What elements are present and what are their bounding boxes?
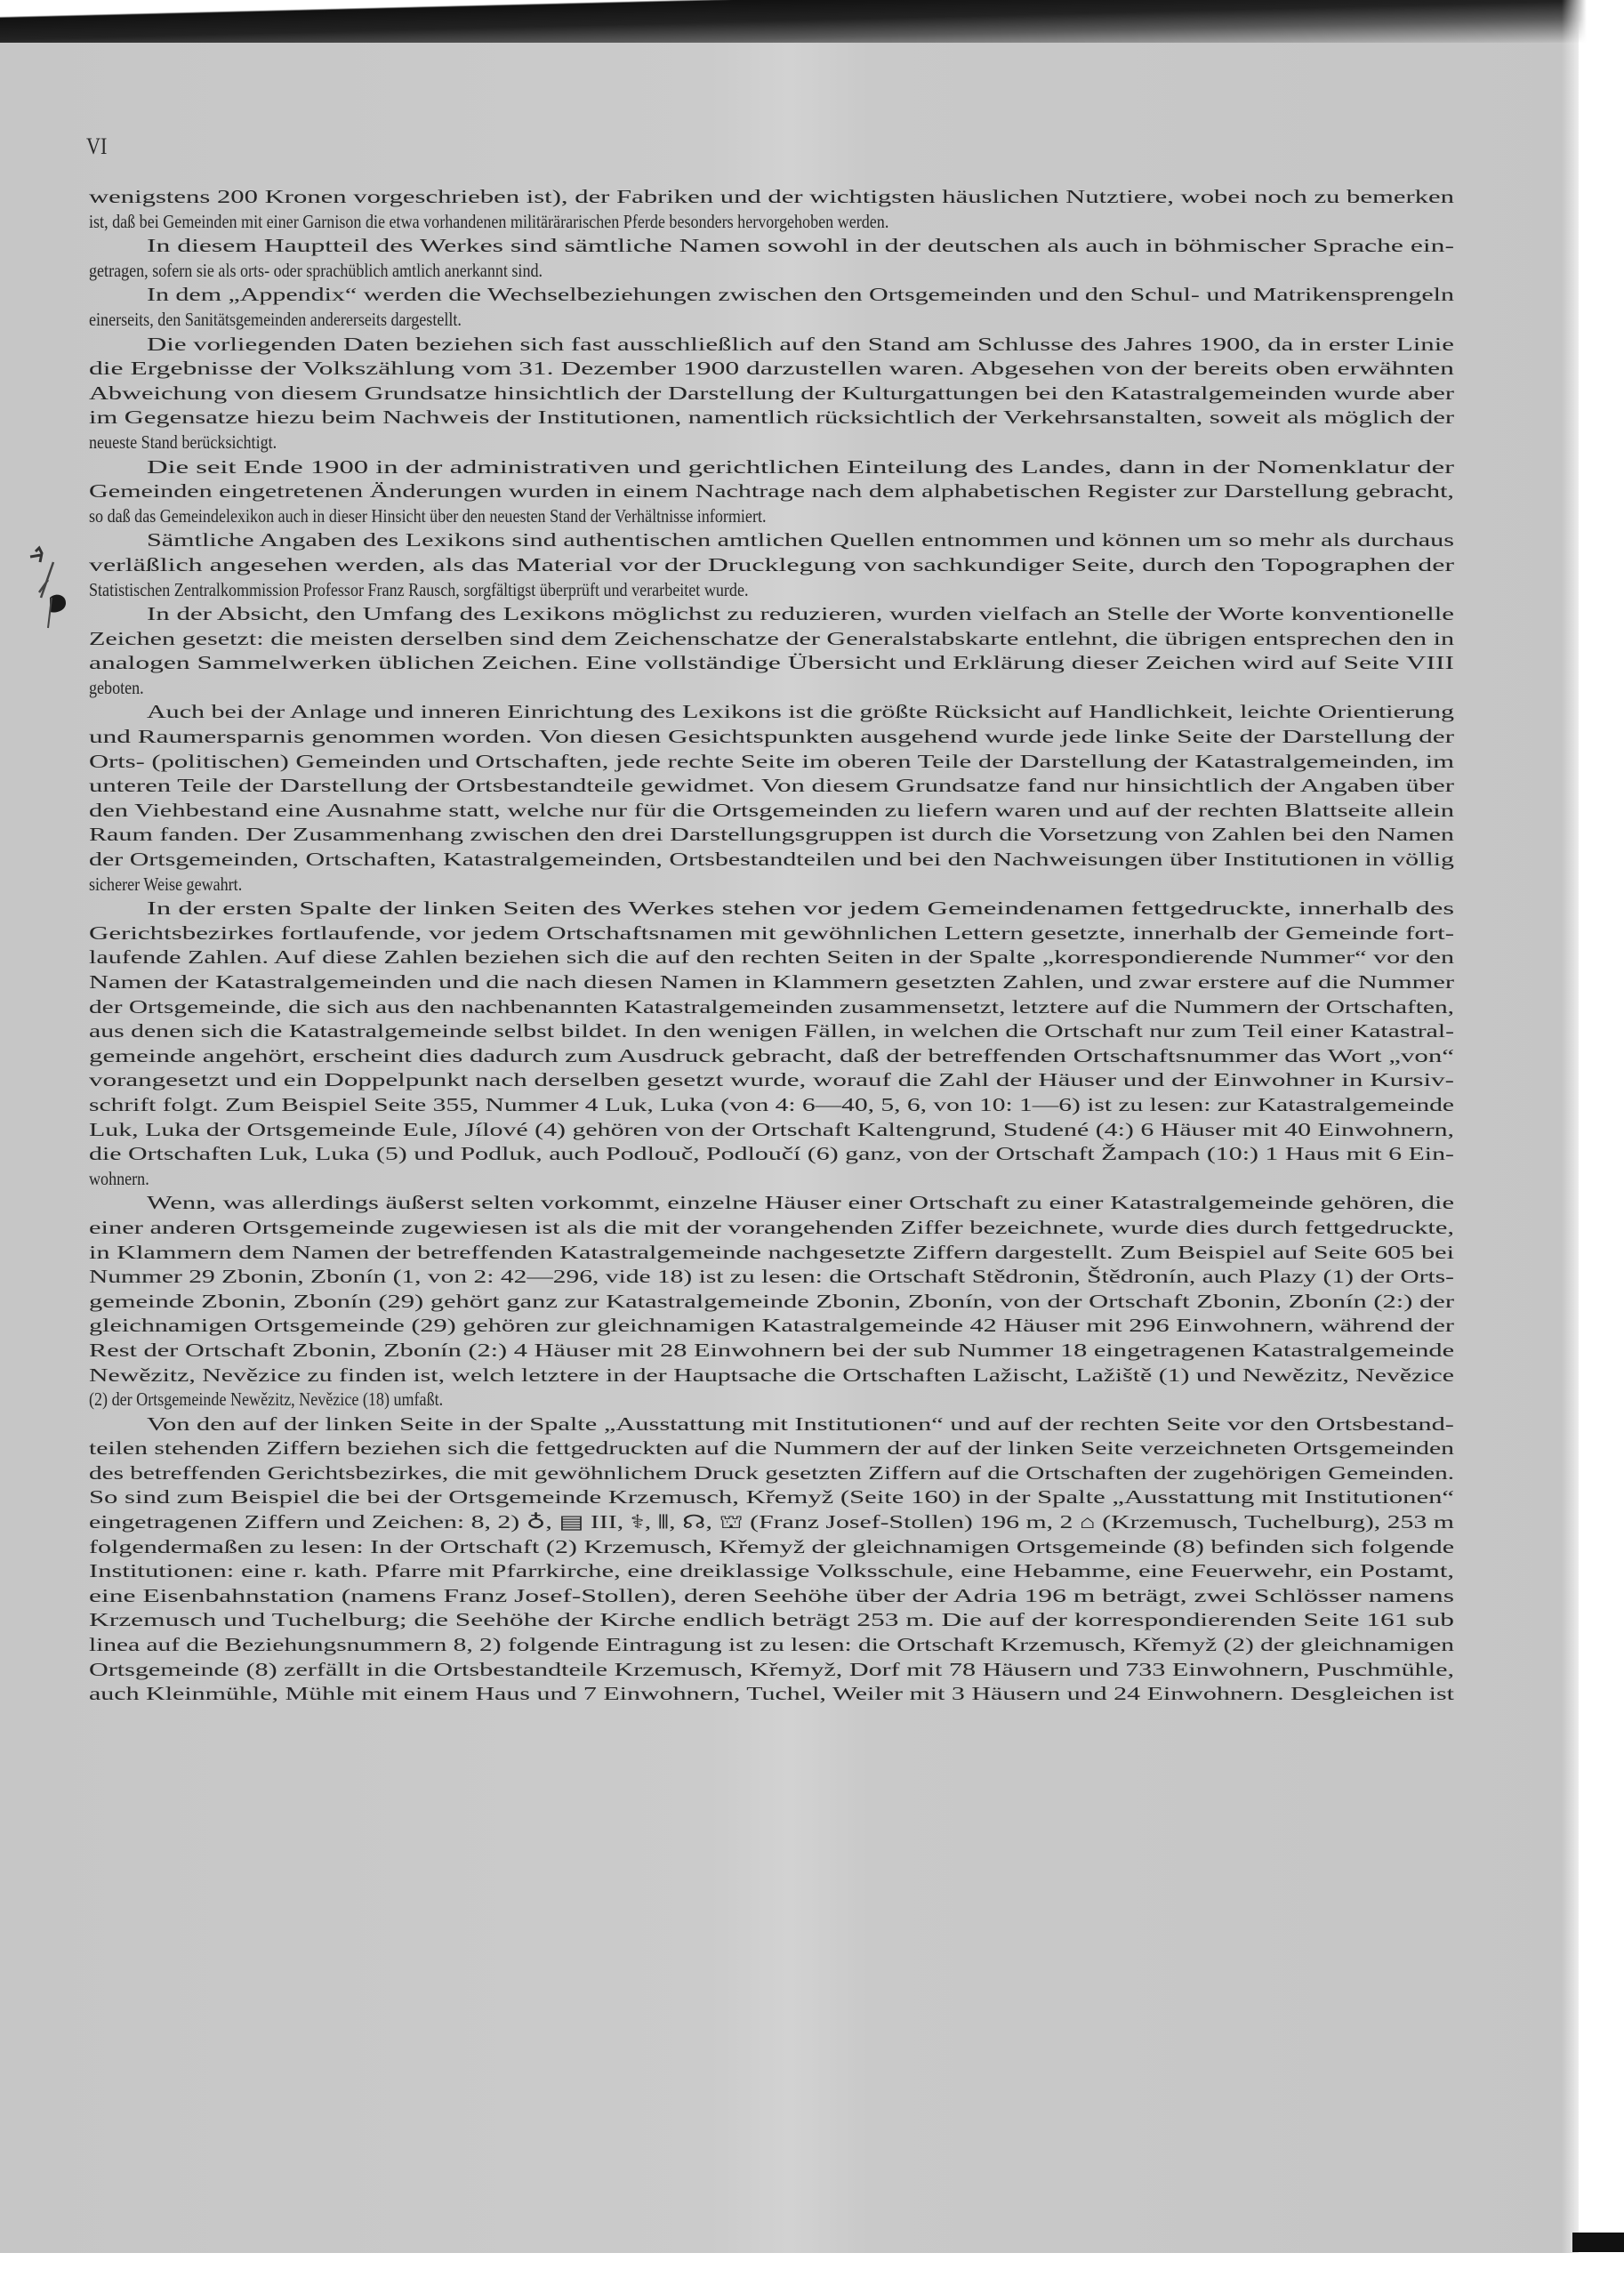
text-line: Orts- (politischen) Gemeinden und Ortschaften, jede rechte Seite im oberen Teile der Darstellung der Katastralgemeinden, im	[89, 750, 1455, 772]
text-line: der Ortsgemeinde, die sich aus den nachbenannten Katastralgemeinden zusammensetzt, letztere auf die Nummern der Ortschaften,	[89, 995, 1454, 1018]
paragraph	[89, 234, 1454, 283]
scan-right-edge	[1562, 0, 1624, 2269]
paragraph	[89, 700, 1454, 897]
text-line: linea auf die Beziehungsnummern 8, 2) folgende Eintragung ist zu lesen: die Ortschaft Krzemusch, Křemyž (2) der gleichnamigen	[89, 1634, 1454, 1656]
text-line: neueste Stand berücksichtigt.	[89, 430, 277, 453]
text-line: Ortsgemeinde (8) zerfällt in die Ortsbestandteile Krzemusch, Křemyž, Dorf mit 78 Häusern und 733 Einwohnern, Puschmühle,	[89, 1658, 1455, 1680]
text-line: folgendermaßen zu lesen: In der Ortschaft (2) Krzemusch, Křemyž der gleichnamigen Ortsgemeinde (8) befinden sich folgende	[89, 1535, 1455, 1557]
text-line: Institutionen: eine r. kath. Pfarre mit Pfarrkirche, eine dreiklassige Volksschule, eine Hebamme, eine Feuerwehr, ein Postamt,	[89, 1560, 1455, 1582]
text-line: In der Absicht, den Umfang des Lexikons möglichst zu reduzieren, wurden vielfach an Stelle der Worte konventionelle	[147, 603, 1455, 625]
text-line: In dem „Appendix“ werden die Wechselbeziehungen zwischen den Ortsgemeinden und den Schul- und Matrikensprengeln	[147, 284, 1454, 306]
text-line: analogen Sammelwerken üblichen Zeichen. Eine vollständige Übersicht und Erklärung dieser Zeichen wird auf Seite VIII	[89, 652, 1454, 674]
text-line: Newězitz, Nevězice zu finden ist, welch letztere in der Hauptsache die Ortschaften Lažischt, Lažiště (1) und Newězitz, Nevězice	[89, 1364, 1454, 1386]
text-line: aus denen sich die Katastralgemeinde selbst bildet. In den wenigen Fällen, in welchen die Ortschaft nur zum Teil einer Katastral-	[89, 1020, 1455, 1042]
text-line: Abweichung von diesem Grundsatze hinsichtlich der Darstellung der Kulturgattungen bei den Katastralgemeinden wurde aber	[89, 382, 1454, 404]
text-line: einerseits, den Sanitätsgemeinden andererseits dargestellt.	[89, 308, 462, 330]
text-line: Nummer 29 Zbonin, Zbonín (1, von 2: 42—296, vide 18) ist zu lesen: die Ortschaft Stědronin, Štědronín, auch Plazy (1) der Orts-	[89, 1266, 1454, 1288]
paragraph	[89, 1191, 1454, 1412]
text-line: wohnern.	[89, 1167, 149, 1189]
text-line: In der ersten Spalte der linken Seiten des Werkes stehen vor jedem Gemeindenamen fettgedruckte, innerhalb des	[147, 897, 1455, 920]
margin-ink-mark-icon	[21, 544, 75, 633]
text-line: gemeinde angehört, erscheint dies dadurch zum Ausdruck gebracht, daß der betreffenden Ortschaftsnummer das Wort „von“	[89, 1044, 1455, 1066]
text-line: Krzemusch und Tuchelburg; die Seehöhe der Kirche endlich beträgt 253 m. Die auf der korrespondierenden Seite 161 sub	[89, 1609, 1455, 1631]
text-line: sicherer Weise gewahrt.	[89, 873, 243, 895]
text-line: auch Kleinmühle, Mühle mit einem Haus und 7 Einwohnern, Tuchel, Weiler mit 3 Häusern und 24 Einwohnern. Desgleichen ist	[89, 1683, 1454, 1705]
text-line: Statistischen Zentralkommission Professor Franz Rausch, sorgfältigst überprüft und verarbeitet wurde.	[89, 578, 749, 600]
paragraph	[89, 602, 1454, 700]
text-line: Luk, Luka der Ortsgemeinde Eule, Jílové (4) gehören von der Ortschaft Kaltengrund, Studené (4:) 6 Häuser mit 40 Einwohnern,	[89, 1118, 1455, 1140]
text-line: einer anderen Ortsgemeinde zugewiesen ist als die mit der vorangehenden Ziffer bezeichnete, wurde dies durch fettgedruckte,	[89, 1216, 1455, 1238]
paragraph	[89, 333, 1454, 455]
text-line: Gerichtsbezirkes fortlaufende, vor jedem Ortschaftsnamen mit gewöhnlichen Lettern gesetzte, innerhalb der Gemeinde fort-	[89, 921, 1455, 944]
text-line: Zeichen gesetzt: die meisten derselben sind dem Zeichenschatze der Generalstabskarte entlehnt, die übrigen entsprechen den in	[89, 627, 1455, 649]
text-line: (2) der Ortsgemeinde Newězitz, Nevězice (18) umfaßt.	[89, 1388, 444, 1411]
paragraph	[89, 897, 1454, 1191]
text-line: wenigstens 200 Kronen vorgeschrieben ist), der Fabriken und der wichtigsten häuslichen Nutztiere, wobei noch zu bemerken	[89, 186, 1454, 207]
text-line: in Klammern dem Namen der betreffenden Katastralgemeinde nachgesetzte Ziffern dargestellt. Zum Beispiel auf Seite 605 bei	[89, 1241, 1454, 1263]
paragraph	[89, 283, 1454, 332]
scan-top-shadow	[0, 0, 1624, 43]
text-line: Sämtliche Angaben des Lexikons sind authentischen amtlichen Quellen entnommen und können um so mehr als durchaus	[147, 529, 1454, 551]
text-line: laufende Zahlen. Auf diese Zahlen beziehen sich die auf den rechten Seiten in der Spalte „korrespondierende Nummer“ vor den	[89, 946, 1455, 969]
text-line: eingetragenen Ziffern und Zeichen: 8, 2) ♁, ▤ III, ⚕, ⫴, ☊, ⛫ (Franz Josef-Stollen) 196 m, 2 ⌂ (Krzemusch, Tuchelburg), 253 m	[89, 1511, 1454, 1533]
paragraph	[89, 185, 1454, 234]
text-line: Rest der Ortschaft Zbonin, Zbonín (2:) 4 Häuser mit 28 Einwohnern bei der sub Nummer 18 eingetragenen Katastralgemeinde	[89, 1339, 1455, 1361]
scan-corner-mark	[1572, 2233, 1624, 2252]
page-number: VI	[86, 133, 108, 159]
text-line: Gemeinden eingetretenen Änderungen wurden in einem Nachtrage nach dem alphabetischen Register zur Darstellung gebracht,	[89, 480, 1454, 503]
text-line: Auch bei der Anlage und inneren Einrichtung des Lexikons ist die größte Rücksicht auf Handlichkeit, leichte Orientierung	[147, 701, 1455, 723]
text-line: geboten.	[89, 676, 144, 698]
text-line: die Ergebnisse der Volkszählung vom 31. Dezember 1900 darzustellen waren. Abgesehen von der bereits oben erwähnten	[89, 358, 1454, 380]
text-line: ist, daß bei Gemeinden mit einer Garnison die etwa vorhandenen militärärarischen Pferde besonders hervorgehoben werden.	[89, 210, 889, 232]
text-line: So sind zum Beispiel die bei der Ortsgemeinde Krzemusch, Křemyž (Seite 160) in der Spalte „Ausstattung mit Institutionen“	[89, 1486, 1455, 1509]
text-line: Wenn, was allerdings äußerst selten vorkommt, einzelne Häuser einer Ortschaft zu einer Katastralgemeinde gehören, die	[147, 1192, 1455, 1214]
text-line: die Ortschaften Luk, Luka (5) und Podluk, auch Podlouč, Podloučí (6) ganz, von der Ortschaft Žampach (10:) 1 Haus mit 6 Ein-	[89, 1143, 1454, 1165]
text-line: teilen stehenden Ziffern beziehen sich die fettgedruckten auf die Nummern der auf der linken Seite verzeichneten Ortsgemeinden	[89, 1437, 1455, 1460]
text-line: verläßlich angesehen werden, als das Material vor der Drucklegung von sachkundiger Seite, durch den Topographen der	[89, 553, 1455, 575]
text-line: Von den auf der linken Seite in der Spalte „Ausstattung mit Institutionen“ und auf der rechten Seite vor den Ortsbestand-	[147, 1412, 1454, 1435]
text-line: im Gegensatze hiezu beim Nachweis der Institutionen, namentlich rücksichtlich der Verkehrsanstalten, soweit als möglich der	[89, 406, 1455, 429]
text-line: Namen der Katastralgemeinden und die nach diesen Namen in Klammern gesetzten Zahlen, und zwar erstere auf die Nummer	[89, 971, 1455, 993]
text-line: gleichnamigen Ortsgemeinde (29) gehören zur gleichnamigen Katastralgemeinde 42 Häuser mit 296 Einwohnern, während der	[89, 1315, 1454, 1337]
text-line: so daß das Gemeindelexikon auch in dieser Hinsicht über den neuesten Stand der Verhältnisse informiert.	[89, 504, 767, 527]
text-line: des betreffenden Gerichtsbezirkes, die mit gewöhnlichem Druck gesetzten Ziffern auf die Ortschaften der zugehörigen Gemeinden.	[89, 1461, 1455, 1484]
text-line: Raum fanden. Der Zusammenhang zwischen den drei Darstellungsgruppen ist durch die Vorsetzung von Zahlen bei den Namen	[89, 824, 1454, 846]
paragraph	[89, 1412, 1454, 1707]
text-line: der Ortsgemeinden, Ortschaften, Katastralgemeinden, Ortsbestandteilen und bei den Nachweisungen über Institutionen in völlig	[89, 849, 1455, 871]
text-line: gemeinde Zbonin, Zbonín (29) gehört ganz zur Katastralgemeinde Zbonin, Zbonín, von der Ortschaft Zbonin, Zbonín (2:) der	[89, 1290, 1454, 1312]
text-line: Die vorliegenden Daten beziehen sich fast ausschließlich auf den Stand am Schlusse des Jahres 1900, da in erster Linie	[147, 333, 1454, 355]
body-text	[89, 185, 1454, 1707]
text-line: unteren Teile der Darstellung der Ortsbestandteile gewidmet. Von diesem Grundsatze fand nur hinsichtlich der Angaben über	[89, 775, 1454, 797]
text-line: und Raumersparnis genommen worden. Von diesen Gesichtspunkten ausgehend wurde jede linke Seite der Darstellung der	[89, 726, 1454, 748]
paragraph	[89, 455, 1454, 529]
text-line: schrift folgt. Zum Beispiel Seite 355, Nummer 4 Luk, Luka (von 4: 6—40, 5, 6, von 10: 1—6) ist zu lesen: zur Katastralgemeinde	[89, 1093, 1454, 1115]
text-line: vorangesetzt und ein Doppelpunkt nach derselben gesetzt wurde, worauf die Zahl der Häuser und der Einwohner in Kursiv-	[89, 1069, 1454, 1091]
text-line: den Viehbestand eine Ausnahme statt, welche nur für die Ortsgemeinden zu liefern waren und auf der rechten Blattseite allein	[89, 799, 1454, 821]
text-line: eine Eisenbahnstation (namens Franz Josef-Stollen), deren Seehöhe über der Adria 196 m beträgt, zwei Schlösser namens	[89, 1584, 1454, 1606]
text-line: Die seit Ende 1900 in der administrativen und gerichtlichen Einteilung des Landes, dann in der Nomenklatur der	[147, 455, 1455, 478]
text-line: In diesem Hauptteil des Werkes sind sämtliche Namen sowohl in der deutschen als auch in böhmischer Sprache ein-	[147, 235, 1455, 257]
paragraph	[89, 528, 1454, 602]
scan-bottom-edge	[0, 2253, 1624, 2269]
text-line: getragen, sofern sie als orts- oder sprachüblich amtlich anerkannt sind.	[89, 259, 543, 281]
